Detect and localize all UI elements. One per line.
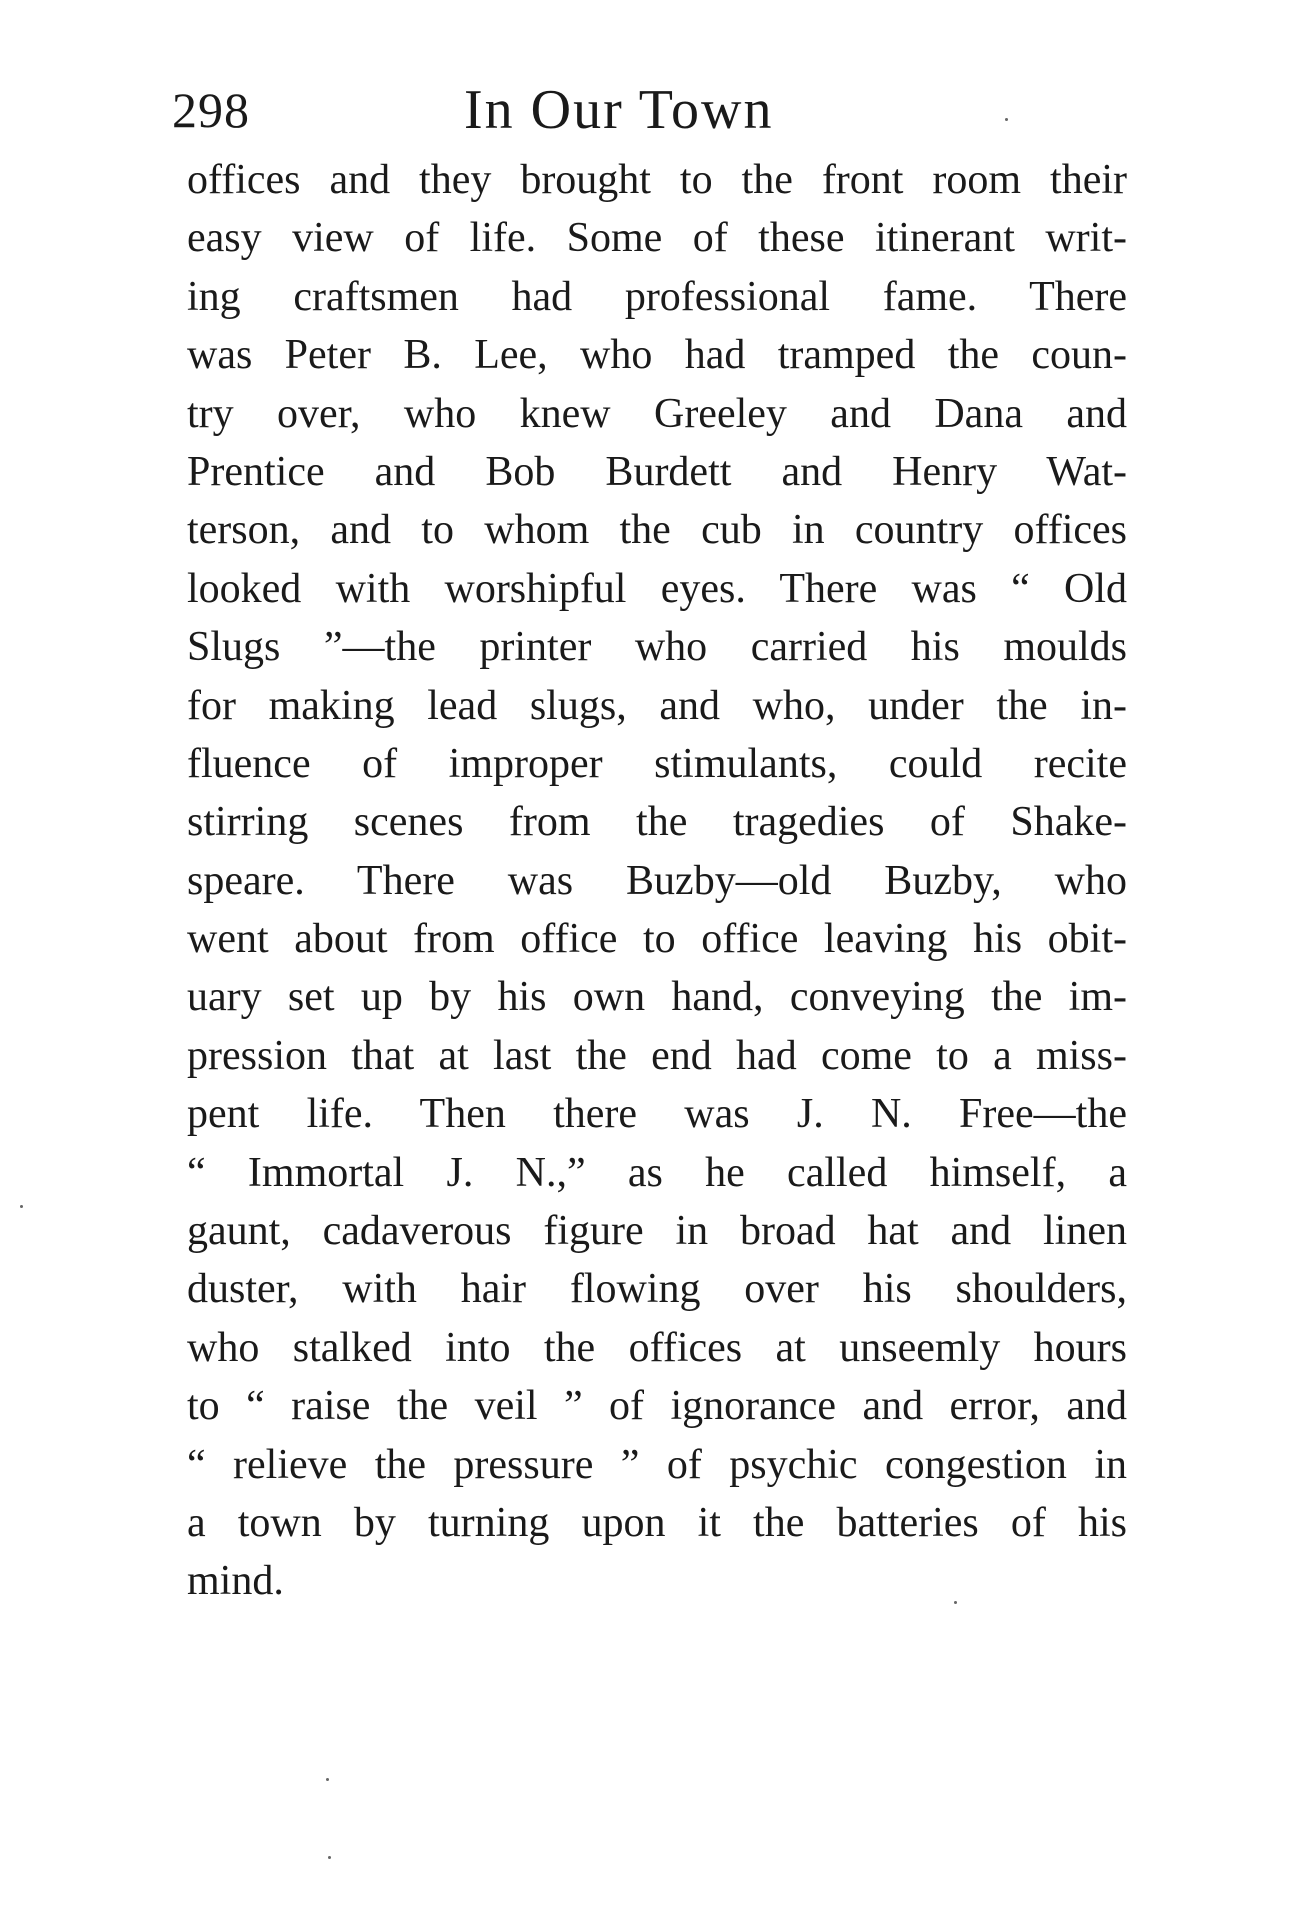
text-line: for making lead slugs, and who, under the in-: [187, 682, 1127, 729]
scan-speck: [328, 1856, 331, 1859]
scan-speck: [1005, 118, 1008, 121]
text-line: speare. There was Buzby—old Buzby, who: [187, 857, 1127, 904]
text-line: went about from office to office leaving his obit-: [187, 916, 1127, 963]
text-line: easy view of life. Some of these itinerant writ-: [187, 215, 1127, 262]
page-header: [172, 70, 1122, 150]
text-line: pression that at last the end had come to a miss-: [187, 1032, 1127, 1079]
text-line: gaunt, cadaverous figure in broad hat and linen: [187, 1208, 1127, 1255]
text-line: pent life. Then there was J. N. Free—the: [187, 1091, 1127, 1138]
text-line: ing craftsmen had professional fame. There: [187, 273, 1127, 320]
text-line: terson, and to whom the cub in country offices: [187, 507, 1127, 554]
text-line: fluence of improper stimulants, could recite: [187, 740, 1127, 787]
text-line: offices and they brought to the front room their: [187, 157, 1127, 203]
text-line: “ Immortal J. N.,” as he called himself, a: [187, 1149, 1127, 1196]
text-line: try over, who knew Greeley and Dana and: [187, 390, 1127, 437]
text-line: duster, with hair flowing over his shoulders,: [187, 1266, 1127, 1313]
text-line: Prentice and Bob Burdett and Henry Wat-: [187, 448, 1127, 495]
text-line: who stalked into the offices at unseemly hours: [187, 1324, 1127, 1371]
text-line: uary set up by his own hand, conveying the im-: [187, 974, 1127, 1021]
body-paragraph: [187, 151, 1127, 1611]
text-line-final: mind.: [187, 1558, 284, 1605]
text-line: looked with worshipful eyes. There was “ Old: [187, 565, 1127, 612]
text-line: was Peter B. Lee, who had tramped the coun-: [187, 332, 1127, 379]
page-number: 298: [172, 82, 250, 138]
text-line: “ relieve the pressure ” of psychic congestion in: [187, 1441, 1127, 1488]
text-line: stirring scenes from the tragedies of Shake-: [187, 799, 1127, 846]
running-title: In Our Town: [464, 79, 774, 141]
scan-speck: [20, 1205, 23, 1208]
text-line: to “ raise the veil ” of ignorance and error, and: [187, 1383, 1127, 1430]
scan-speck: [954, 1601, 957, 1604]
scan-speck: [326, 1778, 329, 1781]
text-line: Slugs ”—the printer who carried his moulds: [187, 624, 1127, 671]
text-line: a town by turning upon it the batteries of his: [187, 1499, 1127, 1546]
